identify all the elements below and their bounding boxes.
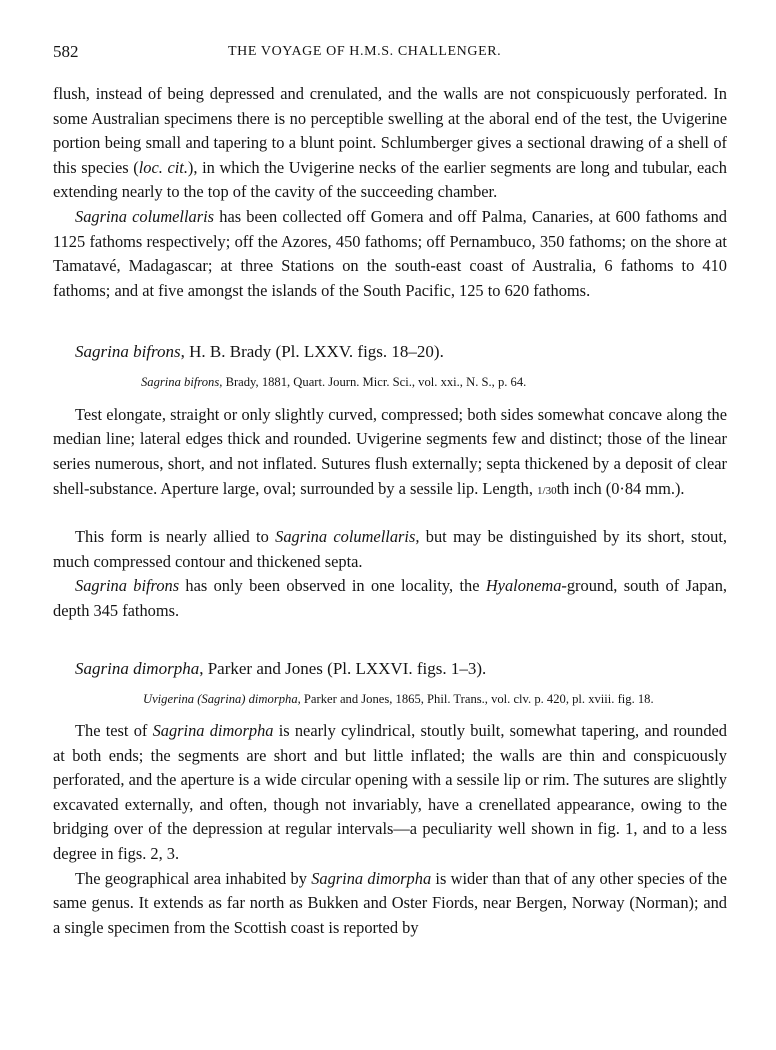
- running-title: THE VOYAGE OF H.M.S. CHALLENGER.: [228, 44, 502, 59]
- species-heading-dimorpha: Sagrina dimorpha, Parker and Jones (Pl. LXXVI. figs. 1–3).: [75, 658, 487, 678]
- page-number: 582: [53, 42, 79, 61]
- paragraph-dimorpha-geography: The geographical area inhabited by Sagrina dimorpha is wider than that of any other species of the same genus. It extends as far north as Bukken and Oster Fiords, near Bergen, Norway (Norman); and a single specimen from the Scottish coast is reported by: [53, 868, 727, 937]
- paragraph-bifrons-description: Test elongate, straight or only slightly curved, compressed; both sides somewhat concave along the median line; lateral edges thick and rounded. Uvigerine segments few and distinct; those of the linear series numerous, short, and not inflated. Sutures flush externally; septa thickened by a deposit of clear shell-substance. Aperture large, oval; surrounded by a sessile lip. Length, 1/30th inch (0·84 mm.).: [53, 404, 727, 498]
- paragraph-columellaris-distribution: Sagrina columellaris has been collected off Gomera and off Palma, Canaries, at 600 fathoms and 1125 fathoms respectively; off the Azores, 450 fathoms; off Pernambuco, 350 fathoms; on the shore at Tamatavé, Madagascar; at three Stations on the south-east coast of Australia, 6 fathoms to 410 fathoms; and at five amongst the islands of the South Pacific, 125 to 620 fathoms.: [53, 206, 727, 300]
- page-header: [53, 42, 727, 66]
- reference-bifrons: Sagrina bifrons, Brady, 1881, Quart. Journ. Micr. Sci., vol. xxi., N. S., p. 64.: [141, 375, 527, 390]
- reference-dimorpha: Uvigerina (Sagrina) dimorpha, Parker and Jones, 1865, Phil. Trans., vol. clv. p. 420, pl. xviii. fig. 18.: [143, 691, 654, 706]
- body-text: [53, 82, 727, 940]
- length-fraction: 1/30: [537, 484, 557, 497]
- paragraph-bifrons-allied: This form is nearly allied to Sagrina columellaris, but may be distinguished by its short, stout, much compressed contour and thickened septa.: [53, 527, 727, 571]
- paragraph-dimorpha-description: The test of Sagrina dimorpha is nearly cylindrical, stoutly built, somewhat tapering, and rounded at both ends; the segments are short and but little inflated; the walls are thin and conspicuously perforated, and the aperture is a wide circular opening with a sessile lip or rim. The sutures are slightly excavated externally, and often, though not invariably, have a crenellated appearance, owing to the bridging over of the depression at regular intervals—a peculiarity well shown in fig. 1, and to a less degree in figs. 2, 3.: [53, 721, 727, 864]
- paragraph-bifrons-locality: Sagrina bifrons has only been observed in one locality, the Hyalonema-ground, south of Japan, depth 345 fathoms.: [53, 576, 727, 620]
- paragraph-columellaris-description: flush, instead of being depressed and crenulated, and the walls are not conspicuously perforated. In some Australian specimens there is no perceptible swelling at the aboral end of the test, the Uvigerine portion being small and tapering to a blunt point. Schlumberger gives a sectional drawing of a shell of this species (loc. cit.), in which the Uvigerine necks of the earlier segments are long and tubular, each extending nearly to the top of the cavity of the succeeding chamber.: [53, 84, 727, 202]
- species-heading-bifrons: Sagrina bifrons, H. B. Brady (Pl. LXXV. figs. 18–20).: [75, 342, 444, 362]
